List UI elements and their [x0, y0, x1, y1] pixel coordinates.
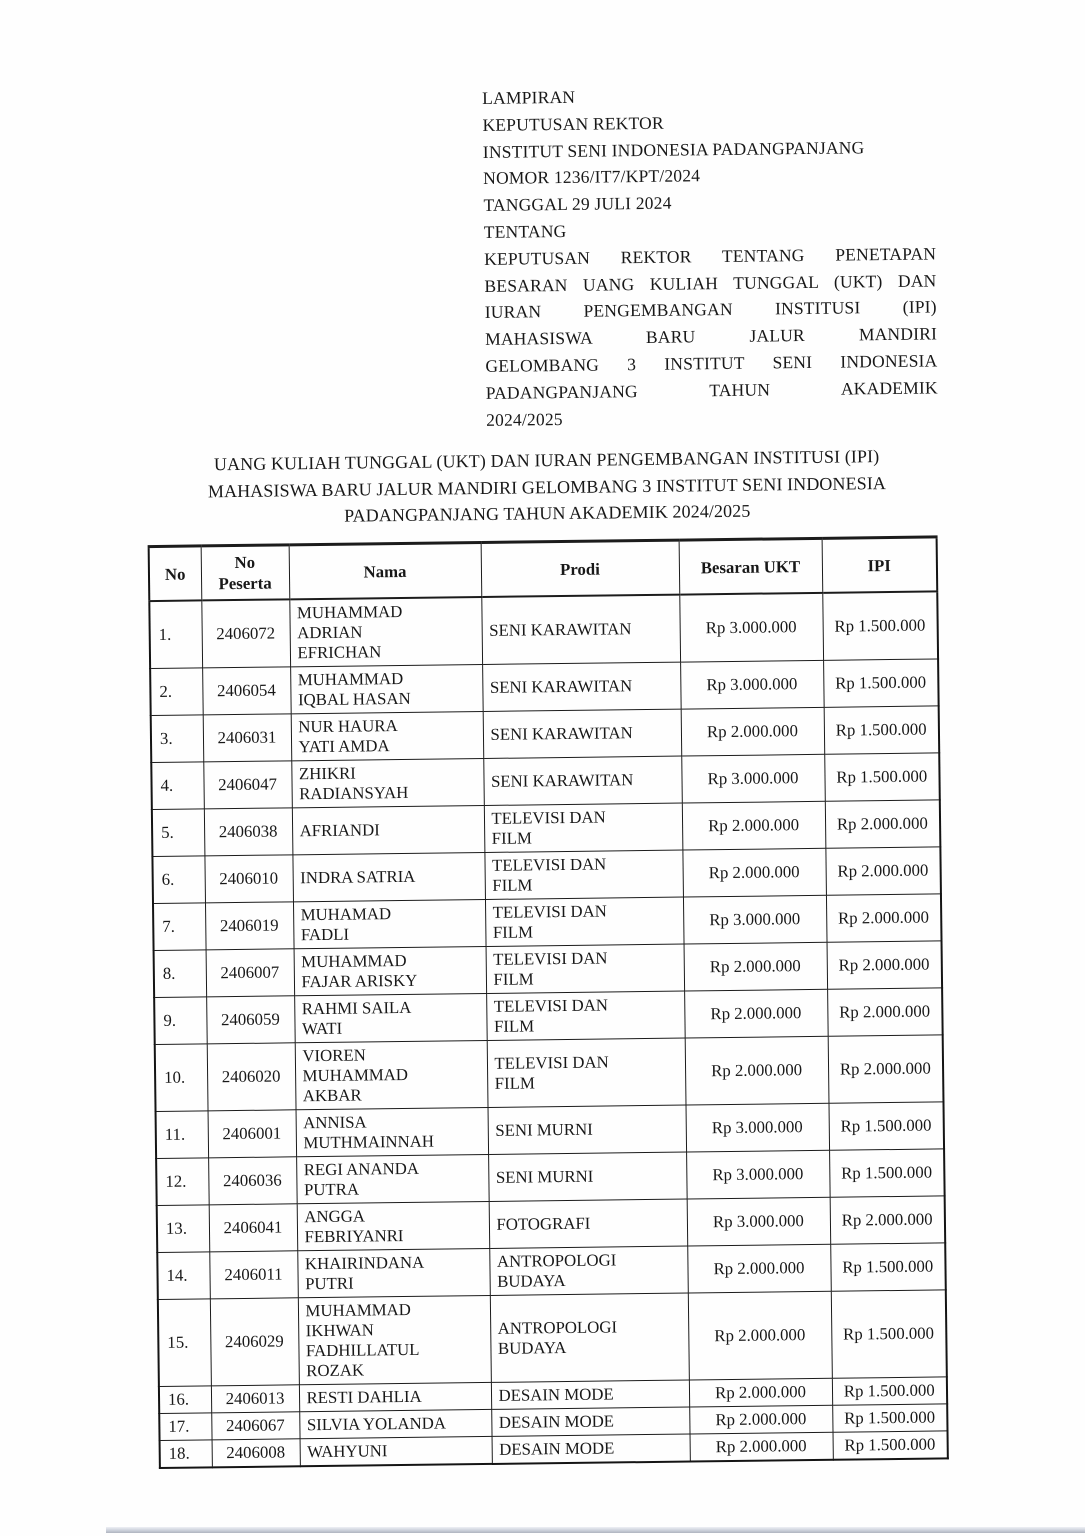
- cell-ipi: Rp 1.500.000: [829, 1149, 945, 1197]
- cell-no: 10.: [155, 1044, 208, 1112]
- cell-ipi: Rp 2.000.000: [825, 800, 941, 848]
- cell-besaran-ukt: Rp 2.000.000: [684, 989, 828, 1038]
- cell-besaran-ukt: Rp 2.000.000: [688, 1291, 832, 1380]
- cell-ipi: Rp 1.500.000: [828, 1102, 944, 1150]
- lampiran-header-line: KEPUTUSAN REKTOR: [482, 112, 664, 135]
- cell-besaran-ukt: Rp 2.000.000: [689, 1405, 832, 1434]
- cell-no: 16.: [159, 1386, 211, 1414]
- cell-nama: RAHMI SAILA WATI: [294, 993, 487, 1042]
- lampiran-header-line: NOMOR 1236/IT7/KPT/2024: [483, 165, 701, 189]
- decision-subject-line: GELOMBANG 3 INSTITUT SENI INDONESIA: [485, 350, 938, 376]
- decision-subject: [484, 240, 938, 433]
- cell-prodi: TELEVISI DAN FILM: [486, 944, 685, 993]
- cell-prodi: TELEVISI DAN FILM: [484, 850, 683, 899]
- cell-ipi: Rp 2.000.000: [827, 941, 943, 989]
- cell-no-peserta: 2406007: [206, 949, 295, 997]
- column-header: IPI: [822, 537, 938, 593]
- document-title-line: PADANGPANJANG TAHUN AKADEMIK 2024/2025: [344, 500, 751, 526]
- cell-prodi: ANTROPOLOGI BUDAYA: [489, 1246, 688, 1295]
- cell-nama: MUHAMAD FADLI: [293, 899, 486, 948]
- table-row: [155, 1035, 944, 1112]
- cell-besaran-ukt: Rp 2.000.000: [684, 942, 828, 991]
- decision-subject-line: MAHASISWA BARU JALUR MANDIRI: [485, 323, 938, 350]
- cell-nama: REGI ANANDA PUTRA: [296, 1154, 489, 1203]
- cell-no: 14.: [157, 1252, 210, 1300]
- cell-nama: ANNISA MUTHMAINNAH: [296, 1107, 489, 1156]
- cell-ipi: Rp 1.500.000: [831, 1290, 947, 1378]
- cell-nama: VIOREN MUHAMMAD AKBAR: [295, 1040, 488, 1109]
- cell-no-peserta: 2406059: [206, 996, 295, 1044]
- cell-no: 6.: [152, 856, 205, 904]
- cell-besaran-ukt: Rp 3.000.000: [686, 1103, 830, 1152]
- decision-subject-line: KEPUTUSAN REKTOR TENTANG PENETAPAN: [484, 243, 937, 269]
- cell-besaran-ukt: Rp 2.000.000: [687, 1244, 831, 1293]
- cell-no-peserta: 2406047: [203, 761, 292, 809]
- lampiran-header: [482, 79, 938, 433]
- cell-prodi: SENI MURNI: [488, 1105, 687, 1154]
- lampiran-header-line: INSTITUT SENI INDONESIA PADANGPANJANG: [482, 136, 865, 162]
- cell-besaran-ukt: Rp 3.000.000: [687, 1197, 831, 1246]
- cell-no: 9.: [154, 997, 207, 1045]
- cell-ipi: Rp 2.000.000: [825, 847, 941, 895]
- decision-subject-line: IURAN PENGEMBANGAN INSTITUSI (IPI): [484, 296, 937, 323]
- cell-prodi: DESAIN MODE: [492, 1434, 690, 1464]
- cell-nama: KHAIRINDANA PUTRI: [297, 1248, 490, 1297]
- document-title-line: UANG KULIAH TUNGGAL (UKT) DAN IURAN PENGEMBANGAN INSTITUSI (IPI): [213, 446, 880, 475]
- cell-ipi: Rp 1.500.000: [833, 1431, 948, 1460]
- cell-no-peserta: 2406011: [209, 1251, 298, 1299]
- cell-ipi: Rp 1.500.000: [824, 753, 940, 801]
- cell-besaran-ukt: Rp 3.000.000: [681, 754, 825, 803]
- cell-prodi: SENI KARAWITAN: [483, 709, 682, 758]
- cell-besaran-ukt: Rp 2.000.000: [685, 1036, 829, 1105]
- cell-no: 3.: [151, 715, 204, 763]
- cell-no: 13.: [157, 1205, 210, 1253]
- cell-ipi: Rp 2.000.000: [826, 894, 942, 942]
- cell-besaran-ukt: Rp 3.000.000: [683, 895, 827, 944]
- cell-no-peserta: 2406029: [210, 1298, 299, 1386]
- cell-nama: SILVIA YOLANDA: [299, 1409, 491, 1438]
- cell-ipi: Rp 1.500.000: [830, 1243, 946, 1291]
- cell-prodi: ANTROPOLOGI BUDAYA: [490, 1293, 689, 1382]
- cell-prodi: SENI KARAWITAN: [482, 662, 681, 711]
- cell-prodi: TELEVISI DAN FILM: [487, 1038, 686, 1107]
- cell-no-peserta: 2406038: [204, 808, 293, 856]
- cell-ipi: Rp 1.500.000: [822, 591, 938, 660]
- cell-no: 7.: [153, 903, 206, 951]
- lampiran-header-line: TENTANG: [483, 220, 567, 242]
- cell-besaran-ukt: Rp 3.000.000: [680, 660, 824, 709]
- cell-no-peserta: 2406072: [201, 599, 290, 668]
- cell-besaran-ukt: Rp 2.000.000: [682, 801, 826, 850]
- cell-ipi: Rp 1.500.000: [832, 1404, 947, 1432]
- cell-nama: WAHYUNI: [300, 1436, 492, 1466]
- cell-ipi: Rp 2.000.000: [828, 1035, 944, 1103]
- cell-nama: MUHAMMAD IQBAL HASAN: [290, 664, 483, 713]
- cell-nama: INDRA SATRIA: [292, 852, 485, 901]
- cell-besaran-ukt: Rp 2.000.000: [682, 848, 826, 897]
- lampiran-header-line: TANGGAL 29 JULI 2024: [483, 192, 672, 216]
- cell-nama: NUR HAURA YATI AMDA: [291, 711, 484, 760]
- cell-no: 2.: [150, 668, 203, 716]
- cell-no: 11.: [156, 1111, 209, 1159]
- column-header: No: [149, 546, 202, 601]
- column-header: No Peserta: [201, 545, 290, 601]
- cell-ipi: Rp 1.500.000: [823, 659, 939, 707]
- cell-no: 1.: [149, 600, 202, 668]
- cell-prodi: FOTOGRAFI: [489, 1199, 688, 1248]
- cell-prodi: TELEVISI DAN FILM: [484, 803, 683, 852]
- cell-no-peserta: 2406001: [208, 1110, 297, 1158]
- cell-besaran-ukt: Rp 2.000.000: [690, 1432, 833, 1461]
- cell-ipi: Rp 1.500.000: [832, 1377, 947, 1405]
- cell-no-peserta: 2406020: [207, 1043, 296, 1111]
- cell-no: 17.: [159, 1413, 211, 1441]
- table-row: [149, 591, 938, 668]
- cell-ipi: Rp 2.000.000: [827, 988, 943, 1036]
- cell-nama: MUHAMMAD ADRIAN EFRICHAN: [289, 597, 482, 667]
- cell-prodi: DESAIN MODE: [491, 1380, 689, 1409]
- cell-nama: ZHIKRI RADIANSYAH: [291, 758, 484, 807]
- column-header: Prodi: [481, 540, 680, 597]
- cell-no-peserta: 2406019: [205, 902, 294, 950]
- table-header: [149, 537, 938, 601]
- column-header: Besaran UKT: [679, 538, 823, 594]
- cell-no-peserta: 2406054: [202, 667, 291, 715]
- cell-no: 18.: [160, 1440, 212, 1468]
- cell-besaran-ukt: Rp 2.000.000: [689, 1378, 832, 1407]
- cell-nama: MUHAMMAD FAJAR ARISKY: [294, 946, 487, 995]
- table-body: [149, 591, 948, 1468]
- cell-nama: RESTI DAHLIA: [299, 1382, 491, 1411]
- decision-subject-line: 2024/2025: [485, 408, 563, 430]
- cell-no: 8.: [154, 950, 207, 998]
- cell-nama: AFRIANDI: [292, 805, 485, 854]
- cell-no-peserta: 2406041: [209, 1204, 298, 1252]
- cell-no-peserta: 2406031: [203, 714, 292, 762]
- document-title: [66, 441, 1027, 532]
- cell-no: 5.: [152, 809, 205, 857]
- decision-subject-line: BESARAN UANG KULIAH TUNGGAL (UKT) DAN: [484, 269, 937, 296]
- cell-no-peserta: 2406010: [204, 855, 293, 903]
- cell-no-peserta: 2406036: [208, 1157, 297, 1205]
- cell-nama: MUHAMMAD IKHWAN FADHILLATUL ROZAK: [298, 1295, 491, 1384]
- cell-prodi: TELEVISI DAN FILM: [485, 897, 684, 946]
- cell-besaran-ukt: Rp 2.000.000: [681, 707, 825, 756]
- cell-no-peserta: 2406013: [211, 1385, 299, 1413]
- cell-nama: ANGGA FEBRIYANRI: [297, 1201, 490, 1250]
- document-title-line: MAHASISWA BARU JALUR MANDIRI GELOMBANG 3 INSTITUT SENI INDONESIA: [207, 472, 887, 501]
- cell-ipi: Rp 1.500.000: [824, 706, 940, 754]
- cell-besaran-ukt: Rp 3.000.000: [679, 593, 823, 662]
- cell-no-peserta: 2406008: [212, 1439, 300, 1468]
- decision-subject-line: PADANGPANJANG TAHUN AKADEMIK: [485, 377, 938, 403]
- table-row: [158, 1290, 947, 1387]
- cell-no: 4.: [151, 762, 204, 810]
- cell-besaran-ukt: Rp 3.000.000: [686, 1150, 830, 1199]
- cell-prodi: SENI KARAWITAN: [481, 595, 680, 665]
- cell-no-peserta: 2406067: [211, 1412, 299, 1440]
- cell-no: 15.: [158, 1299, 211, 1387]
- table-header-row: [149, 537, 938, 601]
- cell-ipi: Rp 2.000.000: [830, 1196, 946, 1244]
- cell-prodi: SENI KARAWITAN: [483, 756, 682, 805]
- cell-prodi: TELEVISI DAN FILM: [486, 991, 685, 1040]
- ukt-ipi-table: [148, 535, 949, 1469]
- lampiran-header-line: LAMPIRAN: [482, 86, 576, 108]
- cell-prodi: DESAIN MODE: [491, 1407, 689, 1436]
- column-header: Nama: [289, 543, 482, 600]
- scan-bottom-edge: [106, 1527, 1085, 1533]
- cell-prodi: SENI MURNI: [488, 1152, 687, 1201]
- cell-no: 12.: [156, 1158, 209, 1206]
